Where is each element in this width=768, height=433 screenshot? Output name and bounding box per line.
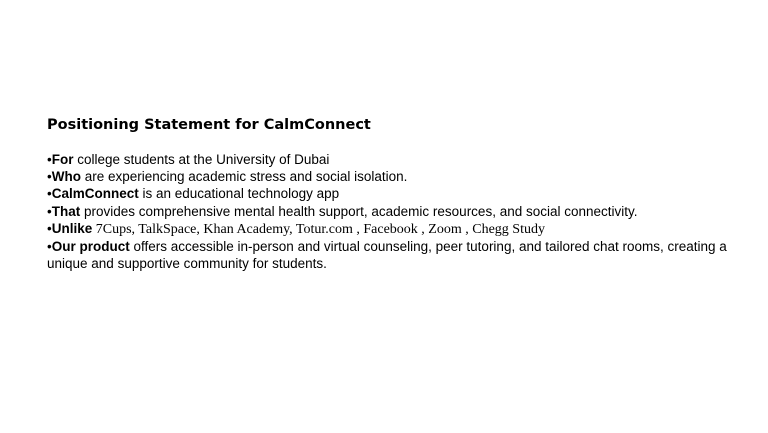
bullet-for (47, 151, 737, 168)
bullet-text: provides comprehensive mental health support, academic resources, and social connectivity. (80, 203, 638, 219)
bullet-lead: Unlike (51, 220, 93, 236)
bullet-text: is an educational technology app (138, 186, 340, 202)
bullet-lead: Who (51, 169, 81, 185)
bullet-text: offers accessible in-person and virtual counseling, peer tutoring, and tailored chat rooms, creating a unique and supportive community for students. (47, 239, 727, 272)
bullet-unlike (47, 220, 737, 238)
bullet-our-product (47, 238, 737, 272)
bullet-marker: • (47, 239, 52, 255)
slide-title: Positioning Statement for CalmConnect (47, 117, 371, 133)
bullet-marker: • (47, 152, 52, 167)
bullet-marker: • (47, 203, 52, 219)
bullet-that (47, 203, 737, 220)
statement-body (47, 151, 737, 272)
bullet-lead: That (51, 203, 81, 219)
bullet-marker: • (47, 169, 52, 185)
bullet-calmconnect (47, 185, 737, 202)
bullet-marker: • (47, 220, 52, 236)
bullet-lead: CalmConnect (51, 186, 139, 202)
bullet-text: 7Cups, TalkSpace, Khan Academy, Totur.com , Facebook , Zoom , Chegg Study (92, 221, 545, 237)
bullet-text: are experiencing academic stress and social isolation. (80, 169, 408, 185)
bullet-lead: Our product (51, 239, 130, 255)
bullet-lead: For (51, 152, 74, 167)
bullet-who (47, 168, 737, 185)
bullet-marker: • (47, 186, 52, 202)
bullet-text: college students at the University of Dubai (73, 152, 330, 167)
